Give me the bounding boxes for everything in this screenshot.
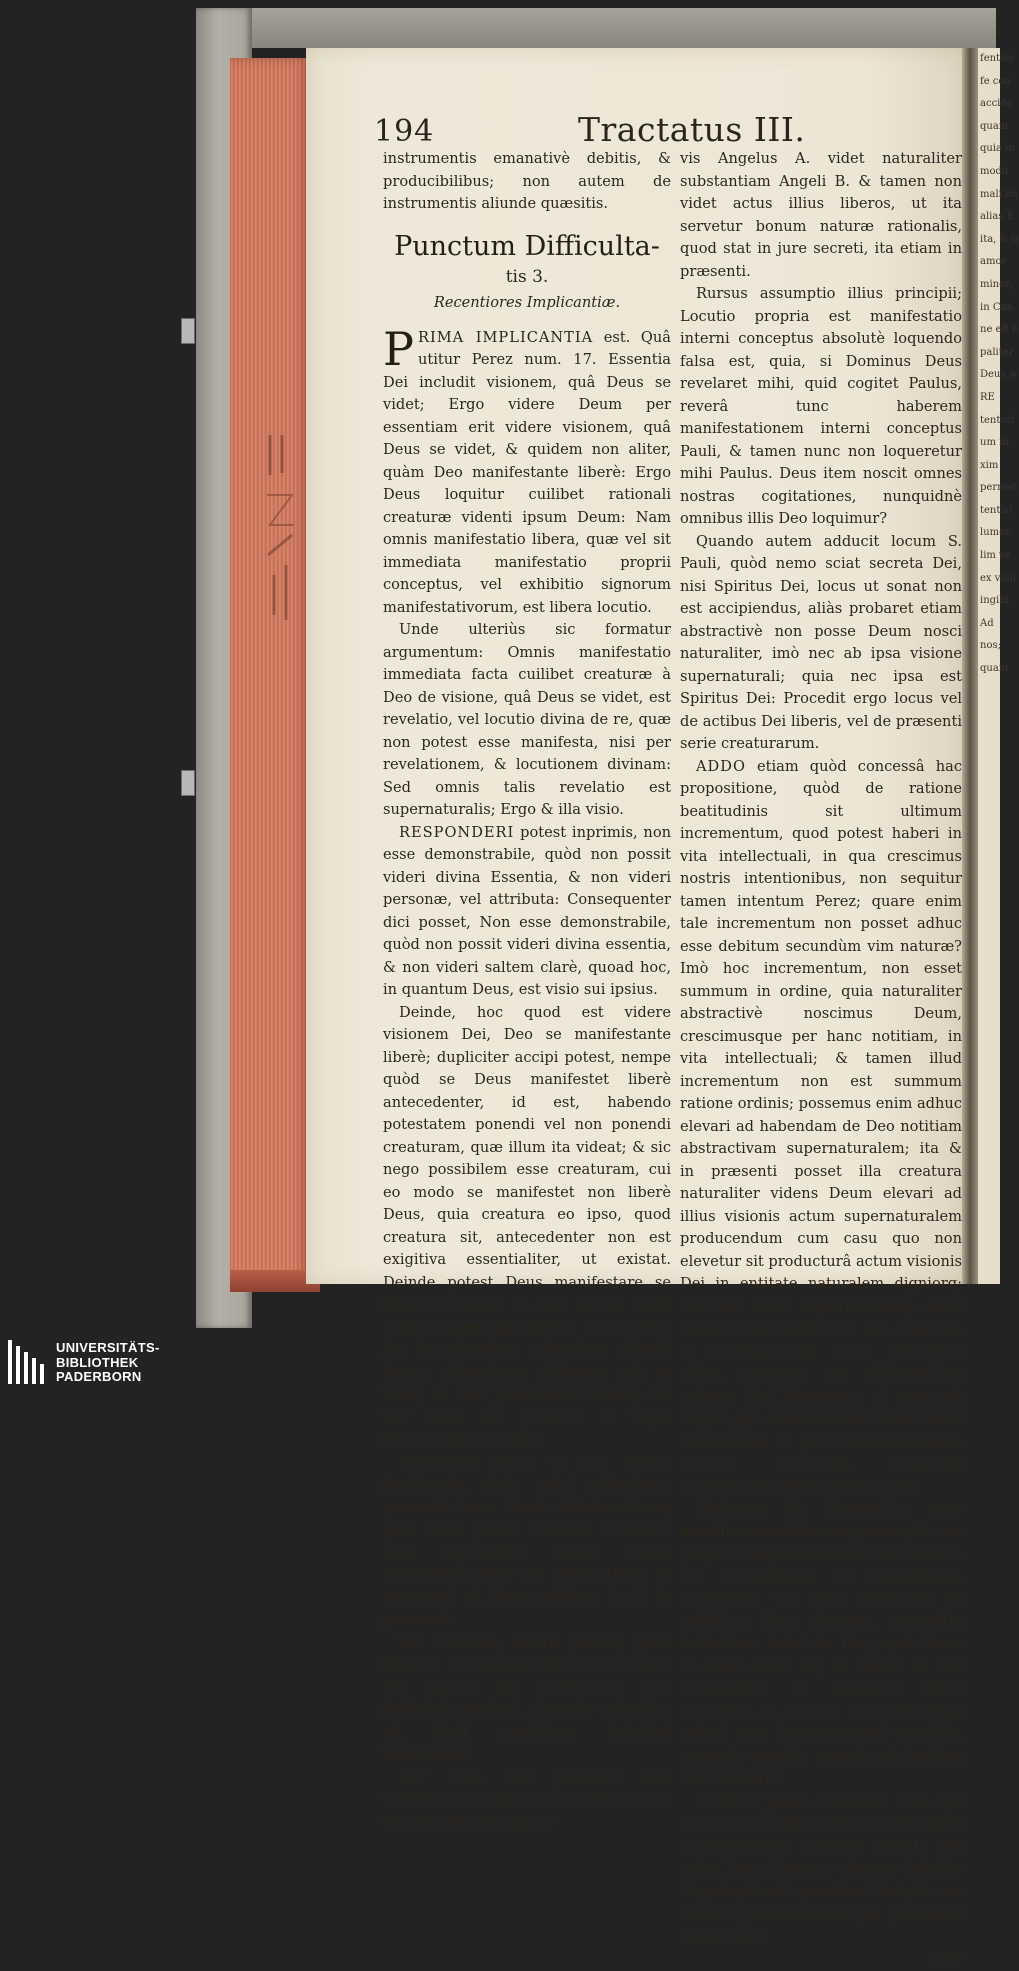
running-title: Tractatus III. xyxy=(578,110,806,149)
paragraph xyxy=(383,822,671,1002)
fragment-line: minor; xyxy=(980,278,1014,290)
fragment-line: ingibi xyxy=(980,595,1009,607)
fragment-line: modu xyxy=(980,165,1009,177)
fragment-line: quam xyxy=(980,663,1009,675)
section-title: Punctum Difficulta- xyxy=(394,230,660,262)
fragment-line: mali im xyxy=(980,188,1018,200)
fragment-line: alias E xyxy=(980,211,1014,223)
fragment-line: lim ve xyxy=(980,550,1011,562)
lead-smallcaps: ADDO xyxy=(696,757,746,775)
left-column xyxy=(383,148,671,1834)
book-cover-top xyxy=(196,8,996,48)
drop-capital: P xyxy=(383,321,414,376)
lead-smallcaps: RESPONDERI xyxy=(399,823,515,841)
fragment-line: permat xyxy=(980,482,1017,494)
fragment-line: lumen xyxy=(980,527,1012,539)
fragment-line: in Can xyxy=(980,301,1013,313)
section-title-continuation: tis 3. xyxy=(505,266,549,287)
fragment-line: accide xyxy=(980,98,1013,110)
fragment-line: paliter xyxy=(980,346,1014,358)
fragment-line: um in xyxy=(980,437,1009,449)
fragment-line: quia in xyxy=(980,143,1015,155)
section-subtitle: Recentiores Implicantiæ. xyxy=(433,294,621,311)
red-page-edges xyxy=(230,58,310,1290)
fragment-line: tentori xyxy=(980,414,1015,426)
fragment-line: xim xyxy=(980,459,999,471)
paragraph: Deinde, hoc quod est videre visionem Dei, Deo se manifestante liberè; dupliciter accipi potest, nempe quòd se Deus manifestet liberè antecedenter, id est, habendo potestatem ponendi vel non ponendi creaturam, quæ illum ita videat; & sic nego possibilem esse creaturam, cui eo modo se manifestet non liberè Deus, quia creatura eo ipso, quod creatura sit, antecedenter non est exigitiva essentialiter, ut existat. Deinde potest Deus manifestare se liberè creaturæ in hoc sensu, quòd scilicet quæcunq; posita, non habeat jus & exigentiam naturalem videndi Deum, videndique visionem quâ se videt, & hoc probandum fuisset, de hoc enim est quæstio, & hujus implicantia quæritur. xyxy=(383,1003,671,1448)
fragment-line: amor xyxy=(980,256,1007,268)
fragment-line: Deus w xyxy=(980,369,1018,381)
next-page-fragment xyxy=(978,48,1019,1284)
clasp-hinge-icon xyxy=(181,318,195,344)
paragraph xyxy=(383,321,671,620)
book-gutter xyxy=(962,48,978,1284)
fragment-line: nos; xyxy=(980,640,1001,652)
paragraph-text: primo. Deus est talis, qui possessus quolibet gradu beatitudinis supernaturalis animum satiat; est enim Deus bonum, absque defectu; Ergo implicabit possideri illud, & non habere possessionem quâ possidens posset esse xyxy=(680,1792,962,1945)
fragment-line: Ad xyxy=(980,617,994,629)
lead-smallcaps: INSTAT xyxy=(696,1792,759,1810)
right-column xyxy=(680,148,962,1971)
paragraph: Cur item non poterunt dari revelationes, quæ non sint extra vires naturæ? Et sicut quam- xyxy=(383,1768,671,1831)
library-logo-line: PADERBORN xyxy=(56,1369,142,1384)
paragraph-text: etiam quòd concessâ hac propositione, quòd de ratione beatitudinis sit ultimum incrementum, quod potest haberi in vita intellectuali, in qua crescimus nostris intentionibus, non sequitur tamen intentum Perez; quare enim tale incrementum non posset adhuc esse debitum secundùm vim naturæ? Imò hoc incrementum, non esset summum in ordine, quia naturaliter abstractivè noscimus Deum, crescimusque per hanc notitiam, in vita intellectuali; & tamen illud incrementum non est summum ratione ordinis; possemus enim adhuc elevari ad habendam de Deo notitiam abstractivam supernaturalem; ita & in præsenti posset illa creatura naturaliter videns Deum elevari ad illius visionis actum supernaturalem producendum cum casu quo non elevetur sit producturâ actum visionis Dei in entitate naturalem digniorq; erit ille actus supernaturalis, sicut dignior est abstractiva Dei cognitio, si supernaturalis foret. Possemus etiam crescere per attingentiam actuum Dei liberorum, ut crescunt Angeli, qui connaturaliter vident suas substantias, & per manifestationem actuum liberorum acquirunt incrementum vitæ intellectualis. xyxy=(680,757,962,1495)
fragment-line: RE xyxy=(980,391,995,403)
library-logo-text xyxy=(56,1341,160,1385)
library-logo-line: BIBLIOTHEK xyxy=(56,1354,139,1370)
library-logo-line: UNIVERSITÄTS- xyxy=(56,1340,160,1355)
lead-smallcaps: RIMA IMPLICANTIA xyxy=(417,328,594,346)
page-number: 194 xyxy=(374,114,435,149)
paragraph: Quando autem adducit locum S. Pauli, quòd nemo sciat secreta Dei, nisi Spiritus Dei, locus ut sonat non est accipiendus, aliàs probaret etiam abstractivè non posse Deum nosci naturaliter, imò nec ab ipsa visione supernaturali; quia nec ipsa est Spiritus Dei: Procedit ergo locus vel de actibus Dei liberis, vel de præsenti serie creaturarum. xyxy=(680,532,962,752)
fragment-line: fe con xyxy=(980,75,1011,87)
fragment-line: ne eft b xyxy=(980,324,1019,336)
paragraph xyxy=(680,756,962,1499)
catchword: con- xyxy=(930,1950,962,1967)
intro-paragraph: instrumentis emanativè debitis, & producibilibus; non autem de instrumentis aliunde quæsitis. xyxy=(383,150,671,212)
paragraph-text: potest inprimis, non esse demonstrabile, quòd non possit videri divina Essentia, & non videri personæ, vel attributa: Consequenter dici posset, Non esse demonstrabile, quòd non possit videri divina essentia, & non videri saltem clarè, quoad hoc, in quantum Deus, est visio sui ipsius. xyxy=(383,823,671,998)
paragraph xyxy=(680,1791,962,1949)
clasp-hinge-icon xyxy=(181,770,195,796)
paragraph: Vel si mavis, dicere poteris, quòd liberum sit quidem Deo se revelare, sed positâ illâ revelatione non indigebit creaturâ, elevante principio, ad illud revelatum intuitivè noscendum. xyxy=(383,1633,671,1763)
paragraph: vis Angelus A. videt naturaliter substantiam Angeli B. & tamen non videt actus illius liberos, ut ita servetur bonum naturæ rationalis, quod stat in jure secreti, ita etiam in præsenti. xyxy=(680,150,962,280)
paragraph-text: est. Quâ utitur Perez num. 17. Essentia Dei includit visionem, quâ Deus se videt; Ergo videre Deum per essentiam erit videre visionem, quâ Deus se videt, & quidem non aliter, quàm Deo manifestante liberè: Ergo Deus loquitur cuilibet rationali creaturæ videnti ipsum Deum: Nam omnis manifestatio libera, quæ vel sit immediata manifestatio proprii conceptus, vel exhibitio signorum manifestativorum, est libera locutio. xyxy=(383,328,671,616)
fragment-line: tentivi xyxy=(980,504,1013,516)
fragment-line: ex volu xyxy=(980,572,1017,584)
paragraph: Quanquam etiam ex hoc posset implicantia dicta solvi salvarique, quomodo tunc liberè videatur Deus, quia sicut positâ creaturâ rationali, quæ naturaliter noscit Deum abstractivè, liber est adhuc Deus, ut concurrat ad illam notitiam; ita & in præsenti. xyxy=(383,1453,671,1628)
library-logo-icon xyxy=(8,1340,48,1384)
fragment-line: quam xyxy=(980,120,1009,132)
paragraph: Unde ulteriùs sic formatur argumentum: Omnis manifestatio immediata facta cuilibet creaturæ à Deo de visione, quâ Deus se videt, est revelatio, vel locutio divina de re, quæ non potest esse manifesta, nisi per revelationem, & locutionem divinam: Sed omnis talis revelatio est supernaturalis; Ergo & illa visio. xyxy=(383,621,671,818)
paragraph: Rursus assumptio illius principii; Locutio propria est manifestatio interni conceptus absolutè loquendo falsa est, quia, si Dominus Deus revelaret mihi, quid cogitet Paulus, reverâ tunc haberem manifestationem interni conceptus Pauli, & tamen nunc non loqueretur mihi Paulus. Deus item noscit omnes nostras cogitationes, nunquidnè omnibus illis Deo loquimur? xyxy=(680,285,962,527)
paragraph: Cæterum illa Propositio, esse amabile summè in suo genere, & non propter indigentiam allativam doloris, aut corruptivam, vel impeditivam existentiæ, est boni præstantia & nobilitas: Hæc, inquam, propositio instantiam habet in Deo, quia Deus de facto amat se, & noscit se tali necessitate, ut desineret illius existentia, si se non nosceret; Ergo potest esse bonum summè amabile, quamvis negatio amoris existentiam illius solveret. xyxy=(680,1500,962,1787)
pencil-marks-icon xyxy=(262,425,312,625)
fragment-line: ita, & u xyxy=(980,233,1019,245)
fragment-line: fentier xyxy=(980,53,1014,64)
